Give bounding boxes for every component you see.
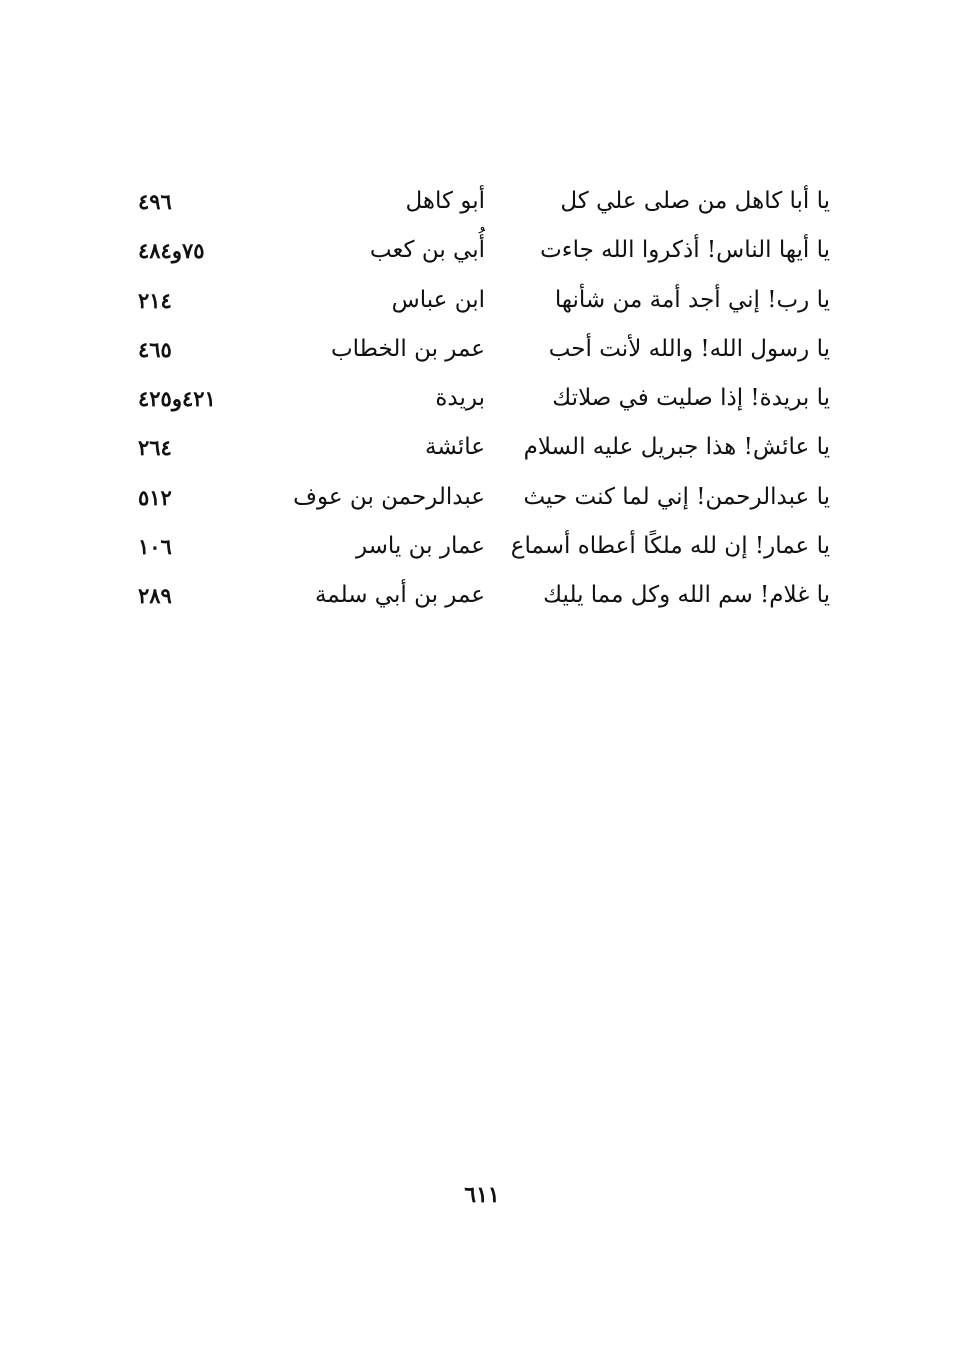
hadith-phrase: يا عائش! هذا جبريل عليه السلام: [523, 434, 830, 461]
index-row: [130, 423, 830, 472]
index-row: [130, 276, 830, 325]
index-row: [130, 473, 830, 522]
page-reference: ٤٩٦: [138, 189, 172, 214]
hadith-phrase: يا عمار! إن لله ملكًا أعطاه أسماع: [510, 533, 830, 560]
page-reference: ٢٦٤: [138, 435, 172, 461]
narrator-name: بريدة: [435, 385, 485, 412]
hadith-phrase: يا أبا كاهل من صلى علي كل: [560, 188, 830, 214]
narrator-name: ابن عباس: [391, 286, 485, 313]
narrator-name: أُبي بن كعب: [369, 237, 485, 264]
narrator-name: عمر بن أبي سلمة: [314, 582, 485, 609]
hadith-phrase: يا غلام! سم الله وكل مما يليك: [543, 582, 830, 609]
index-row: [130, 374, 830, 423]
narrator-name: عمر بن الخطاب: [330, 335, 485, 362]
index-row: [130, 177, 830, 226]
index-row: [130, 325, 830, 374]
index-row: [130, 522, 830, 571]
page-number: ٦١١: [464, 1182, 500, 1208]
hadith-phrase: يا بريدة! إذا صليت في صلاتك: [552, 385, 830, 412]
page-reference: ٥١٢: [138, 484, 172, 510]
narrator-name: عائشة: [425, 434, 485, 461]
page-reference: ١٠٦: [138, 534, 172, 560]
page-reference: ٧٥و٤٨٤: [138, 238, 205, 264]
narrator-name: عمار بن ياسر: [355, 533, 485, 560]
hadith-phrase: يا عبدالرحمن! إني لما كنت حيث: [523, 483, 830, 510]
page-reference: ٤٢١و٤٢٥: [138, 386, 216, 412]
hadith-index-table: [130, 177, 830, 621]
page-reference: ٢١٤: [138, 287, 172, 313]
narrator-name: أبو كاهل: [405, 188, 485, 214]
page-reference: ٤٦٥: [138, 336, 172, 362]
narrator-name: عبدالرحمن بن عوف: [293, 483, 485, 510]
hadith-phrase: يا رب! إني أجد أمة من شأنها: [554, 286, 830, 313]
hadith-phrase: يا أيها الناس! أذكروا الله جاءت: [540, 237, 830, 264]
index-row: [130, 571, 830, 620]
hadith-phrase: يا رسول الله! والله لأنت أحب: [548, 335, 830, 362]
index-row: [130, 226, 830, 275]
page-reference: ٢٨٩: [138, 583, 172, 609]
